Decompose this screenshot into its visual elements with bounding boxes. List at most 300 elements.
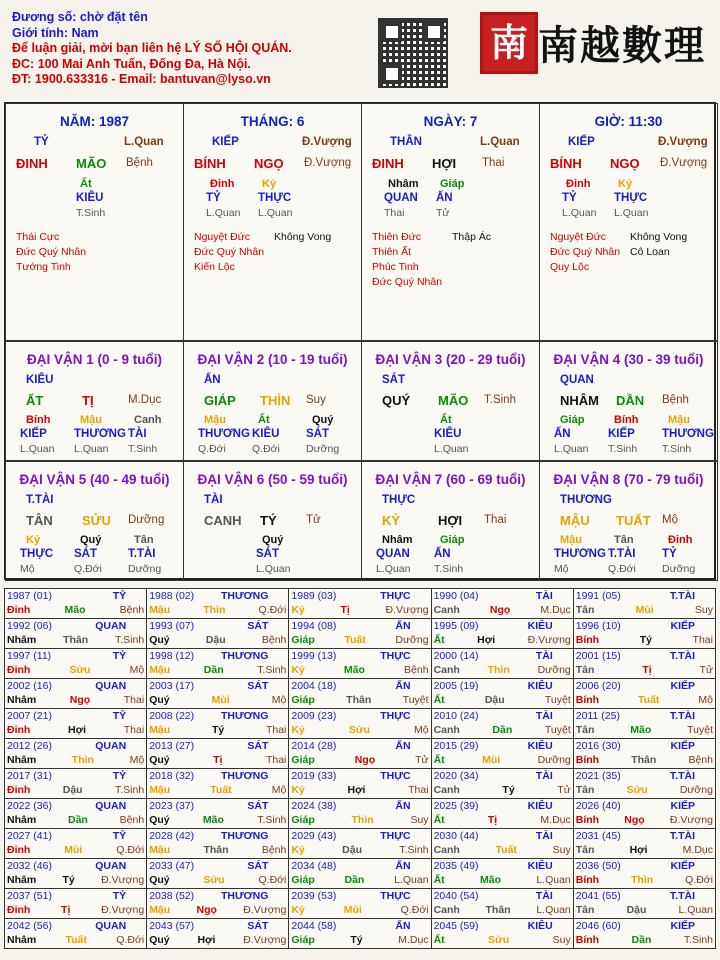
year-stem: Bính [575, 934, 600, 946]
star-item-right: Thập Ác [452, 231, 492, 243]
daivan-hidden-god: SÁT [74, 548, 97, 560]
year-label: 2034 (48) [291, 860, 337, 872]
year-stage: Dưỡng [395, 634, 429, 646]
year-label: 2044 (58) [291, 920, 337, 932]
hidden-god: QUAN [384, 192, 418, 204]
year-label: 2011 (25) [575, 710, 620, 722]
year-cell-top [149, 679, 286, 693]
year-branch: Thìn [351, 814, 374, 826]
year-god: T.TÀI [669, 770, 695, 782]
year-cell-top [576, 829, 713, 843]
year-cell-top [149, 649, 286, 663]
year-god: TỶ [112, 590, 127, 602]
year-branch: Tuất [344, 634, 366, 646]
year-stem: Đinh [7, 844, 31, 856]
year-branch: Mão [479, 874, 501, 886]
year-stage: Đ.Vượng [101, 904, 145, 916]
year-cell-bottom [7, 663, 144, 677]
year-cell-bottom [291, 603, 428, 617]
hidden-stage: L.Quan [614, 207, 649, 219]
year-cell-top [291, 679, 428, 693]
year-god: TỶ [112, 770, 127, 782]
year-cell-bottom [291, 903, 428, 917]
daivan-cell [539, 341, 718, 461]
year-stage: Q.Đới [400, 904, 429, 916]
year-stem: Quý [149, 814, 170, 826]
daivan-cell [361, 341, 540, 461]
year-god: THƯƠNG [220, 890, 269, 902]
year-cell-bottom [149, 663, 286, 677]
year-cell-bottom [434, 813, 571, 827]
year-stem: Kỷ [291, 784, 305, 796]
daivan-stem: CANH [204, 513, 242, 528]
year-cell-top [434, 589, 571, 603]
table-row [5, 679, 716, 709]
pillar-stem: BÍNH [550, 156, 582, 171]
red-seal-logo: 南 [480, 12, 538, 74]
year-branch: Sửu [348, 724, 370, 736]
year-branch: Hợi [347, 784, 366, 796]
year-god: SÁT [247, 740, 269, 752]
pillar-stage: Đ.Vượng [304, 157, 352, 169]
year-stem: Nhâm [7, 634, 37, 646]
year-label: 2030 (44) [433, 830, 479, 842]
year-cell-top [7, 739, 144, 753]
star-item: Thiên Đức [372, 231, 422, 243]
table-row [5, 829, 716, 859]
pillar-cell [539, 103, 718, 341]
year-god: ẤN [395, 800, 411, 812]
year-stage: L.Quan [536, 874, 571, 886]
year-cell-top [7, 679, 144, 693]
year-cell-top [149, 739, 286, 753]
year-god: ẤN [395, 740, 411, 752]
year-stem: Bính [575, 754, 600, 766]
daivan-hidden-stem: Giáp [440, 534, 465, 546]
daivan-stem: GIÁP [204, 393, 236, 408]
year-stem: Nhâm [7, 814, 37, 826]
year-stage: Dưỡng [679, 784, 713, 796]
year-label: 2026 (40) [575, 800, 621, 812]
year-branch: Dần [68, 814, 88, 826]
year-god: TÀI [535, 710, 553, 722]
year-label: 2036 (50) [575, 860, 621, 872]
hidden-stage: L.Quan [562, 207, 597, 219]
year-cell-top [434, 739, 571, 753]
year-branch: Sửu [488, 934, 510, 946]
year-cell-bottom [149, 813, 286, 827]
daivan-branch-stage: Mộ [662, 514, 678, 526]
year-god: KIẾP [670, 800, 695, 812]
daivan-hidden-god: THƯƠNG [554, 548, 606, 560]
year-branch: Hợi [629, 844, 648, 856]
year-cell-bottom [434, 783, 571, 797]
daivan-branch: HỢI [438, 513, 463, 528]
year-cell-bottom [291, 843, 428, 857]
year-cell-bottom [434, 903, 571, 917]
year-label: 1999 (13) [291, 650, 337, 662]
year-cell [147, 829, 289, 859]
daivan-branch: TUẤT [616, 513, 651, 528]
year-cell-bottom [7, 873, 144, 887]
year-label: 2045 (59) [433, 920, 479, 932]
year-stage: M.Dục [540, 604, 571, 616]
year-branch: Tị [487, 814, 498, 826]
year-stem: Quý [149, 754, 170, 766]
year-branch: Tuất [495, 844, 517, 856]
year-cell-top [7, 619, 144, 633]
year-stem: Quý [149, 694, 170, 706]
year-cell-bottom [291, 873, 428, 887]
year-stem: Canh [433, 604, 460, 616]
year-stage: Thai [692, 634, 713, 646]
year-god: TỶ [112, 830, 127, 842]
year-label: 2006 (20) [575, 680, 621, 692]
year-cell [147, 799, 289, 829]
year-stage: T.Sinh [257, 814, 287, 826]
star-item: Tướng Tinh [16, 261, 71, 273]
year-stem: Nhâm [7, 754, 37, 766]
daivan-hidden-god: THƯƠNG [198, 428, 250, 440]
year-label: 2029 (43) [291, 830, 337, 842]
year-cell [573, 709, 715, 739]
year-cell [5, 889, 147, 919]
year-branch: Thìn [487, 664, 510, 676]
year-branch: Mão [630, 724, 652, 736]
star-item-right: Cô Loan [630, 246, 670, 258]
year-branch: Thân [346, 694, 372, 706]
year-label: 1987 (01) [7, 590, 52, 602]
year-cell-top [576, 919, 713, 933]
pillar-stem: ĐINH [16, 156, 48, 171]
year-stem: Tân [575, 724, 595, 736]
daivan-branch: MÃO [438, 393, 469, 408]
pillar-branch-god: Đ.Vượng [302, 136, 352, 148]
daivan-hidden-stage: Q.Đới [74, 563, 102, 575]
year-cell-bottom [576, 813, 713, 827]
year-label: 2012 (26) [7, 740, 52, 752]
year-stem: Bính [575, 634, 600, 646]
year-label: 2021 (35) [575, 770, 621, 782]
year-stage: T.Sinh [114, 784, 145, 796]
year-label: 2002 (16) [7, 680, 52, 692]
year-cell-top [291, 649, 428, 663]
year-label: 1992 (06) [7, 620, 52, 632]
year-cell [289, 739, 431, 769]
daivan-stem: ẤT [26, 393, 44, 408]
daivan-hidden-stem: Tân [614, 534, 634, 546]
year-stem: Mậu [149, 604, 171, 616]
year-cell-bottom [576, 843, 713, 857]
year-branch: Thìn [71, 754, 94, 766]
year-cell [431, 619, 573, 649]
year-stem: Ất [433, 694, 445, 706]
year-god: SÁT [247, 620, 269, 632]
daivan-hidden-stem: Canh [134, 414, 162, 426]
year-god: TỶ [112, 710, 127, 722]
year-stage: Tử [699, 664, 713, 676]
daivan-hidden-stage: T.Sinh [434, 563, 464, 575]
year-god: THƯƠNG [220, 590, 269, 602]
daivan-branch: THÌN [260, 393, 291, 408]
year-cell [431, 919, 573, 949]
daivan-hidden-stage: Dưỡng [306, 443, 340, 455]
year-stage: Q.Đới [116, 934, 145, 946]
year-cell-top [434, 709, 571, 723]
year-god: T.TÀI [669, 590, 695, 602]
year-cell-bottom [149, 843, 286, 857]
year-stem: Giáp [291, 814, 315, 826]
daivan-stem: NHÂM [560, 393, 599, 408]
hidden-god: THỰC [614, 192, 648, 204]
year-cell-top [434, 649, 571, 663]
year-label: 2007 (21) [7, 710, 52, 722]
year-god: THỰC [380, 890, 411, 902]
year-stem: Kỷ [291, 664, 305, 676]
year-cell [431, 889, 573, 919]
year-cell-bottom [576, 633, 713, 647]
daivan-hidden-god: KIÊU [434, 428, 462, 440]
year-branch: Tý [350, 934, 363, 946]
year-cell-bottom [291, 663, 428, 677]
year-god: TÀI [535, 770, 553, 782]
year-cell [289, 709, 431, 739]
year-stage: Bệnh [261, 634, 287, 646]
subject-gender: Giới tính: Nam [12, 25, 99, 40]
year-branch: Mùi [211, 694, 230, 706]
year-stem: Mậu [149, 784, 171, 796]
year-cell-top [149, 619, 286, 633]
year-cell-top [149, 889, 286, 903]
year-label: 1990 (04) [433, 590, 479, 602]
year-stem: Ất [433, 934, 445, 946]
pillar-stem-god: KIẾP [212, 136, 239, 148]
daivan-cell [183, 461, 362, 581]
year-cell-bottom [7, 903, 144, 917]
year-stem: Đinh [7, 604, 31, 616]
year-cell-top [149, 919, 286, 933]
daivan-hidden-stem: Nhâm [382, 534, 413, 546]
year-stage: Mộ [698, 694, 713, 706]
year-branch: Tị [642, 664, 652, 676]
daivan-stem-god: THỰC [382, 494, 416, 506]
daivan-hidden-god: KIÊU [252, 428, 280, 440]
year-cell-bottom [149, 783, 286, 797]
star-item: Thiên Ất [372, 246, 412, 258]
year-stem: Giáp [291, 934, 315, 946]
year-cell-bottom [291, 693, 428, 707]
year-stage: Dưỡng [537, 664, 571, 676]
year-stage: Tử [415, 754, 429, 766]
year-cell-top [291, 919, 428, 933]
year-cell-bottom [576, 663, 713, 677]
daivan-branch-stage: Thai [484, 514, 507, 526]
star-item: Quy Lộc [550, 261, 590, 273]
star-item: Phúc Tinh [372, 261, 419, 273]
year-stage: Thai [408, 784, 429, 796]
year-label: 2040 (54) [433, 890, 479, 902]
year-god: KIÊU [527, 920, 553, 932]
year-cell [289, 769, 431, 799]
hidden-stage: L.Quan [206, 207, 241, 219]
year-stage: T.Sinh [115, 634, 145, 646]
daivan-hidden-stage: T.Sinh [608, 443, 638, 455]
hidden-stem: Đinh [566, 178, 591, 190]
year-stage: Mộ [271, 694, 287, 706]
year-cell-top [434, 889, 571, 903]
year-cell-bottom [576, 753, 713, 767]
year-cell [573, 859, 715, 889]
year-label: 2046 (60) [575, 920, 621, 932]
year-god: SÁT [247, 800, 269, 812]
year-stem: Tân [575, 844, 595, 856]
year-branch: Tý [639, 634, 652, 646]
pillar-branch: NGỌ [254, 156, 284, 171]
year-stage: Mộ [413, 724, 429, 736]
year-stem: Ất [433, 814, 445, 826]
year-god: QUAN [95, 860, 127, 872]
year-god: KIÊU [527, 860, 553, 872]
year-cell [573, 829, 715, 859]
year-god: THƯƠNG [220, 830, 269, 842]
year-stem: Mậu [149, 664, 171, 676]
pillar-stem-god: THÂN [390, 136, 422, 148]
year-cell-top [149, 769, 286, 783]
daivan-hidden-stem: Tân [134, 534, 154, 546]
year-branch: Mão [202, 814, 224, 826]
daivan-hidden-stage: Q.Đới [198, 443, 226, 455]
year-cell-bottom [434, 873, 571, 887]
year-god: TÀI [535, 890, 553, 902]
year-branch: Dậu [342, 844, 363, 856]
daivan-hidden-god: THỰC [20, 548, 54, 560]
chart-grid [4, 102, 716, 580]
year-label: 2017 (31) [7, 770, 52, 782]
year-stage: Suy [552, 934, 571, 946]
year-god: QUAN [95, 620, 127, 632]
year-cell [5, 859, 147, 889]
daivan-hidden-stage: Mộ [554, 563, 569, 575]
year-cell-bottom [149, 903, 286, 917]
year-cell [147, 859, 289, 889]
year-stage: Mộ [129, 664, 145, 676]
year-god: SÁT [247, 920, 269, 932]
year-label: 2039 (53) [291, 890, 337, 902]
year-god: ẤN [395, 860, 411, 872]
year-cell [573, 919, 715, 949]
year-cell-bottom [434, 723, 571, 737]
year-god: TỶ [112, 650, 127, 662]
year-cell-bottom [434, 933, 571, 947]
year-label: 2025 (39) [433, 800, 479, 812]
year-branch: Tuất [638, 694, 660, 706]
pillar-stage: Bệnh [126, 157, 153, 169]
year-cell [147, 679, 289, 709]
daivan-hidden-stem: Quý [312, 414, 334, 426]
daivan-stem-god: QUAN [560, 374, 594, 386]
year-branch: Hợi [68, 724, 87, 736]
year-cell-top [434, 919, 571, 933]
daivan-branch: DẦN [616, 393, 645, 408]
daivan-hidden-god: TỶ [662, 548, 677, 560]
year-stem: Ất [433, 874, 445, 886]
year-cell-bottom [576, 693, 713, 707]
year-cell [431, 859, 573, 889]
daivan-branch: TỊ [82, 393, 94, 408]
daivan-hidden-god: KIẾP [608, 428, 635, 440]
year-stem: Nhâm [7, 874, 37, 886]
year-cell [289, 649, 431, 679]
year-god: TÀI [535, 830, 553, 842]
year-cell-top [576, 889, 713, 903]
year-cell [431, 709, 573, 739]
qr-code-icon [378, 18, 448, 88]
year-cell [5, 589, 147, 619]
year-stem: Kỷ [291, 844, 305, 856]
year-stem: Tân [575, 664, 595, 676]
star-item: Nguyệt Đức [194, 231, 251, 243]
year-label: 2010 (24) [433, 710, 479, 722]
year-god: KIẾP [670, 620, 695, 632]
year-branch: Mùi [482, 754, 501, 766]
year-god: ẤN [395, 620, 411, 632]
hidden-stem: Ất [80, 178, 92, 190]
year-branch: Thân [631, 754, 657, 766]
year-stem: Tân [575, 604, 595, 616]
year-cell-top [576, 619, 713, 633]
daivan-branch-stage: T.Sinh [484, 394, 516, 406]
year-stem: Quý [149, 934, 170, 946]
pillar-cell [361, 103, 540, 341]
year-god: QUAN [95, 920, 127, 932]
pillar-stem-god: KIẾP [568, 136, 595, 148]
hidden-god: TỶ [206, 192, 221, 204]
daivan-title: ĐẠI VẬN 8 (70 - 79 tuổi) [553, 472, 704, 487]
year-stage: T.Sinh [399, 844, 429, 856]
daivan-title: ĐẠI VẬN 6 (50 - 59 tuổi) [197, 472, 348, 487]
year-stem: Nhâm [7, 694, 37, 706]
year-cell [573, 889, 715, 919]
year-label: 2035 (49) [433, 860, 479, 872]
year-stage: Suy [410, 814, 429, 826]
pillar-branch-god: Đ.Vượng [658, 136, 708, 148]
year-label: 2042 (56) [7, 920, 52, 932]
year-cell [289, 829, 431, 859]
year-cell-bottom [149, 693, 286, 707]
daivan-title: ĐẠI VẬN 7 (60 - 69 tuổi) [375, 472, 526, 487]
year-stage: Thai [123, 724, 145, 736]
year-god: TỶ [112, 890, 127, 902]
year-cell-top [149, 799, 286, 813]
year-stem: Kỷ [291, 904, 305, 916]
year-branch: Hợi [477, 634, 496, 646]
year-cell [147, 649, 289, 679]
year-label: 1998 (12) [149, 650, 195, 662]
year-god: T.TÀI [669, 710, 695, 722]
year-god: ẤN [395, 680, 411, 692]
year-cell [289, 889, 431, 919]
year-stage: Đ.Vượng [385, 604, 429, 616]
daivan-hidden-stem: Mậu [560, 534, 582, 546]
year-stage: Suy [552, 844, 571, 856]
year-cell-bottom [576, 933, 713, 947]
year-stage: L.Quan [394, 874, 429, 886]
daivan-hidden-god: THƯƠNG [74, 428, 126, 440]
daivan-title: ĐẠI VẬN 2 (10 - 19 tuổi) [197, 352, 348, 367]
year-god: T.TÀI [669, 890, 695, 902]
year-cell [289, 679, 431, 709]
year-stem: Ất [433, 634, 445, 646]
